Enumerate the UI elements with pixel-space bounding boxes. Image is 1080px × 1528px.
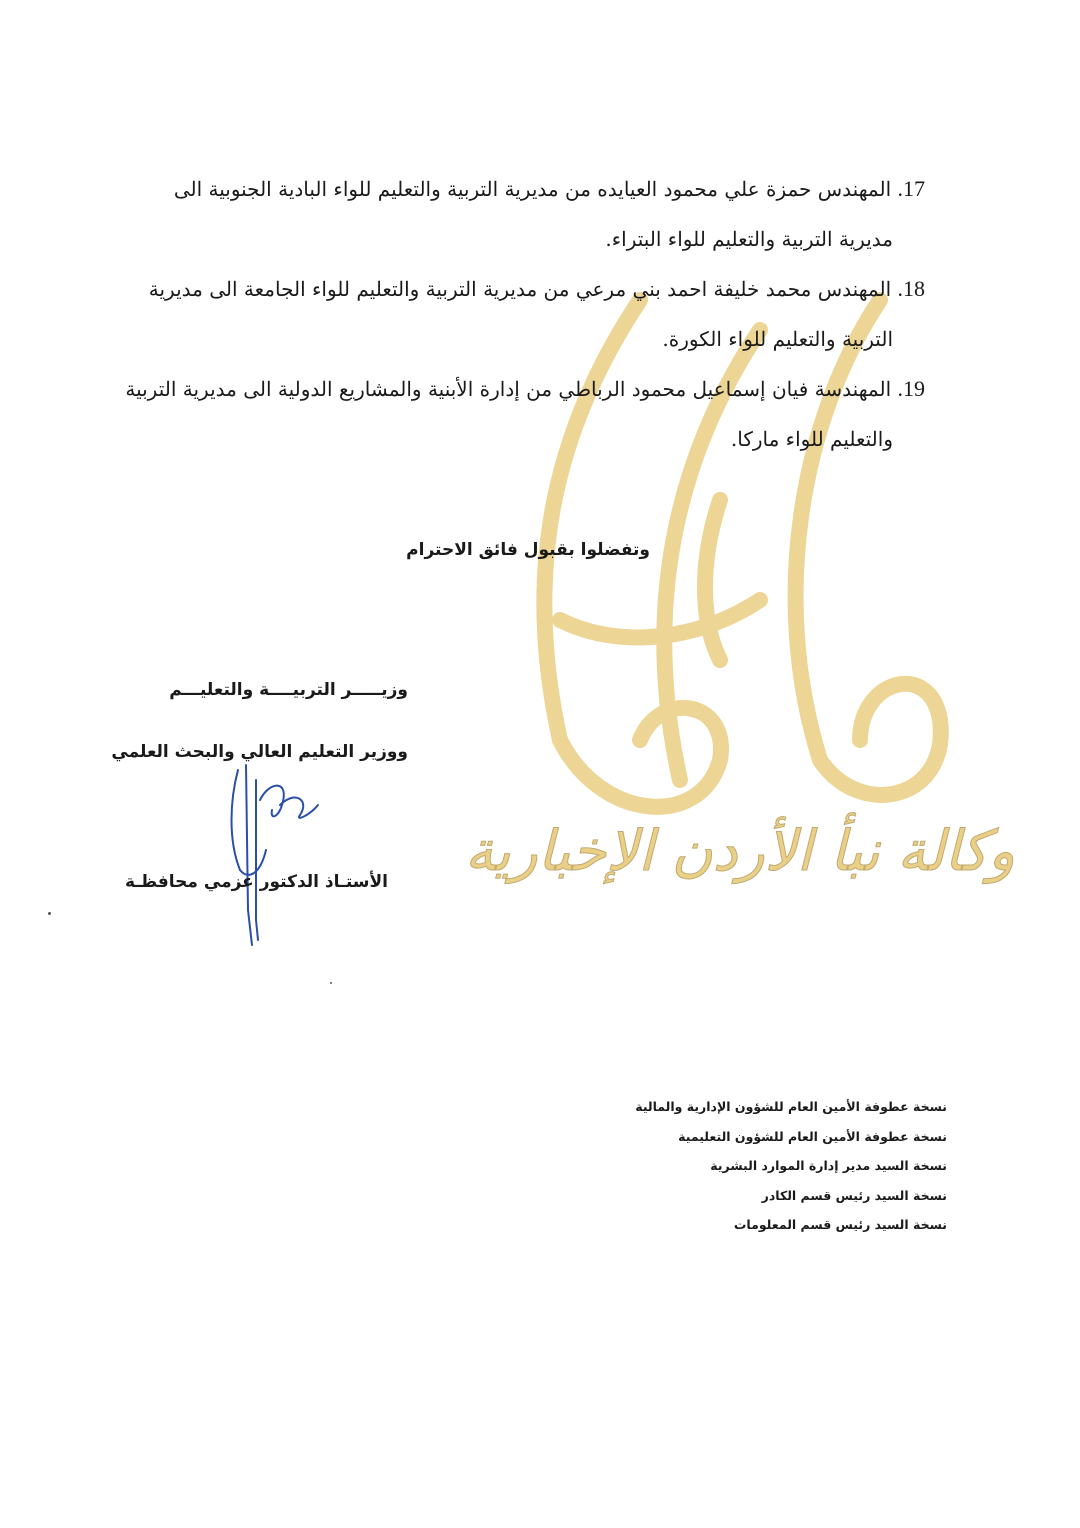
list-item-18 [135,264,925,364]
item-text: المهندس حمزة علي محمود العيايده من مديرية التربية والتعليم للواء البادية الجنوبية الى [173,177,892,201]
cc-item: نسخة عطوفة الأمين العام للشؤون الإدارية والمالية [635,1099,947,1114]
handwritten-signature [200,760,340,960]
item-text: المهندس محمد خليفة احمد بني مرعي من مديرية التربية والتعليم للواء الجامعة الى مديرية [148,277,892,301]
signer-name: الأستـاذ الدكتور عزمي محافظـة [124,872,388,892]
cc-item: نسخة عطوفة الأمين العام للشؤون التعليمية [678,1128,947,1144]
item-number: 18. [897,276,925,301]
list-item-19 [115,364,925,464]
signer-title-1: وزيـــــر التربيــــة والتعليـــم [169,680,408,700]
item-line2: مديرية التربية والتعليم للواء البتراء. [605,227,893,251]
closing-salutation: وتفضلوا بقبول فائق الاحترام [406,540,650,560]
item-number: 19. [897,376,925,401]
cc-item: نسخة السيد مدير إدارة الموارد البشرية [710,1158,947,1173]
item-line1 [155,164,925,214]
item-line1 [135,264,925,314]
cc-list [635,1092,947,1240]
cc-item: نسخة السيد رئيس قسم المعلومات [733,1217,947,1232]
cc-item: نسخة السيد رئيس قسم الكادر [761,1187,947,1203]
watermark-text: وكالة نبأ الأردن الإخبارية [464,819,1016,884]
signer-title-2: ووزير التعليم العالي والبحث العلمي [111,742,408,762]
item-text: المهندسة فيان إسماعيل محمود الرباطي من إدارة الأبنية والمشاريع الدولية الى مديرية التربية [125,377,892,401]
item-line2: والتعليم للواء ماركا. [730,427,893,451]
item-line2: التربية والتعليم للواء الكورة. [662,327,893,351]
list-item-17 [155,164,925,264]
item-line1 [115,364,925,414]
scan-speck [330,982,332,984]
scan-speck [48,912,51,915]
item-number: 17. [897,176,925,201]
